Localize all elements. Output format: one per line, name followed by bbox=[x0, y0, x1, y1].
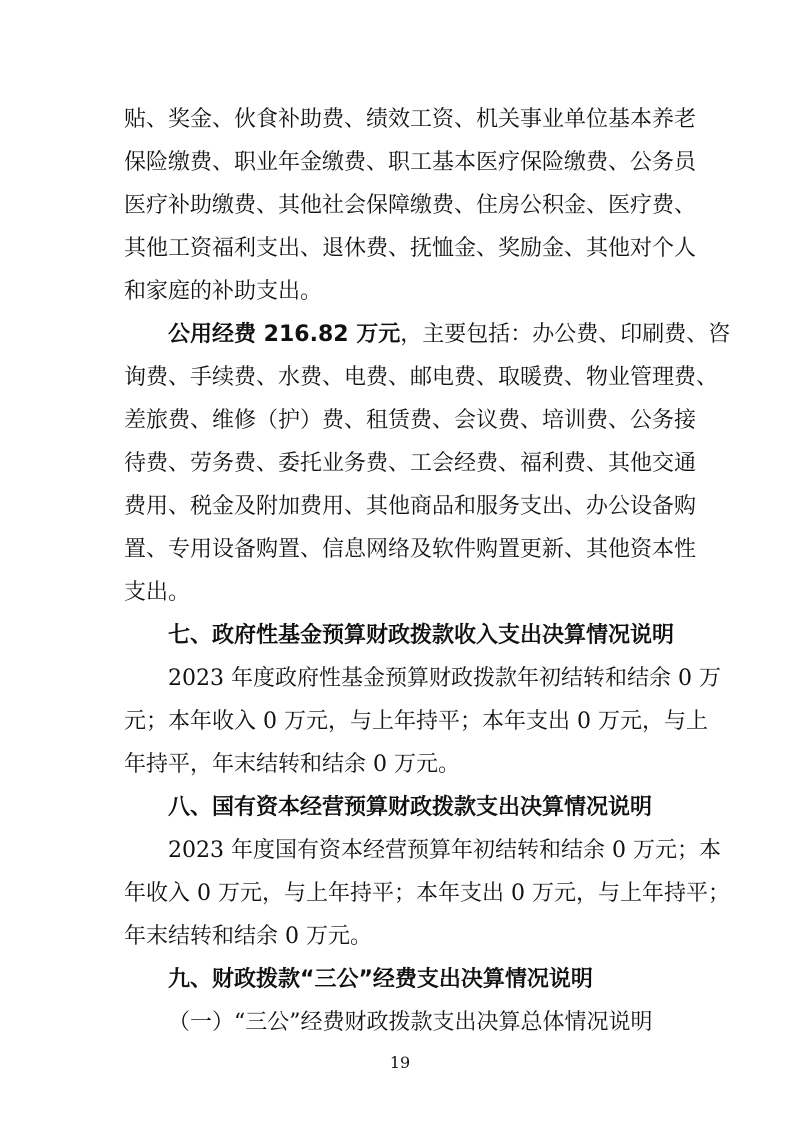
page-number: 19 bbox=[389, 1053, 411, 1072]
body-text-line: 询费、手续费、水费、电费、邮电费、取暖费、物业管理费、 bbox=[124, 365, 719, 390]
body-text-line: 年持平，年末结转和结余 0 万元。 bbox=[124, 752, 460, 777]
section-heading-7: 七、政府性基金预算财政拨款收入支出决算情况说明 bbox=[168, 623, 675, 648]
body-text-line: 其他工资福利支出、退休费、抚恤金、奖励金、其他对个人 bbox=[124, 236, 697, 261]
body-text-line: 年末结转和结余 0 万元。 bbox=[124, 924, 372, 949]
body-text-line: 费用、税金及附加费用、其他商品和服务支出、办公设备购 bbox=[124, 494, 697, 519]
body-text-line: 保险缴费、职业年金缴费、职工基本医疗保险缴费、公务员 bbox=[124, 150, 697, 175]
body-text-line: 2023 年度国有资本经营预算年初结转和结余 0 万元；本 bbox=[168, 838, 721, 863]
body-text-line: 年收入 0 万元，与上年持平；本年支出 0 万元，与上年持平； bbox=[124, 881, 730, 906]
body-text-line: 贴、奖金、伙食补助费、绩效工资、机关事业单位基本养老 bbox=[124, 107, 697, 132]
sub-heading-9-1: （一）“三公”经费财政拨款支出决算总体情况说明 bbox=[168, 1010, 653, 1035]
body-text-line: 差旅费、维修（护）费、租赁费、会议费、培训费、公务接 bbox=[124, 408, 697, 433]
public-funds-amount: 公用经费 216.82 万元 bbox=[168, 322, 401, 347]
public-funds-lead-line bbox=[168, 320, 731, 350]
section-heading-9: 九、财政拨款“三公”经费支出决算情况说明 bbox=[168, 967, 593, 992]
body-text-line: 医疗补助缴费、其他社会保障缴费、住房公积金、医疗费、 bbox=[124, 193, 697, 218]
section-heading-8: 八、国有资本经营预算财政拨款支出决算情况说明 bbox=[168, 795, 653, 820]
body-text-line: 和家庭的补助支出。 bbox=[124, 279, 323, 304]
body-text-line: 待费、劳务费、委托业务费、工会经费、福利费、其他交通 bbox=[124, 451, 697, 476]
public-funds-lead-rest: ，主要包括：办公费、印刷费、咨 bbox=[400, 322, 731, 347]
body-text-line: 支出。 bbox=[124, 580, 191, 605]
body-text-line: 置、专用设备购置、信息网络及软件购置更新、其他资本性 bbox=[124, 537, 697, 562]
body-text-line: 元；本年收入 0 万元，与上年持平；本年支出 0 万元，与上 bbox=[124, 709, 708, 734]
body-text-line: 2023 年度政府性基金预算财政拨款年初结转和结余 0 万 bbox=[168, 666, 721, 691]
